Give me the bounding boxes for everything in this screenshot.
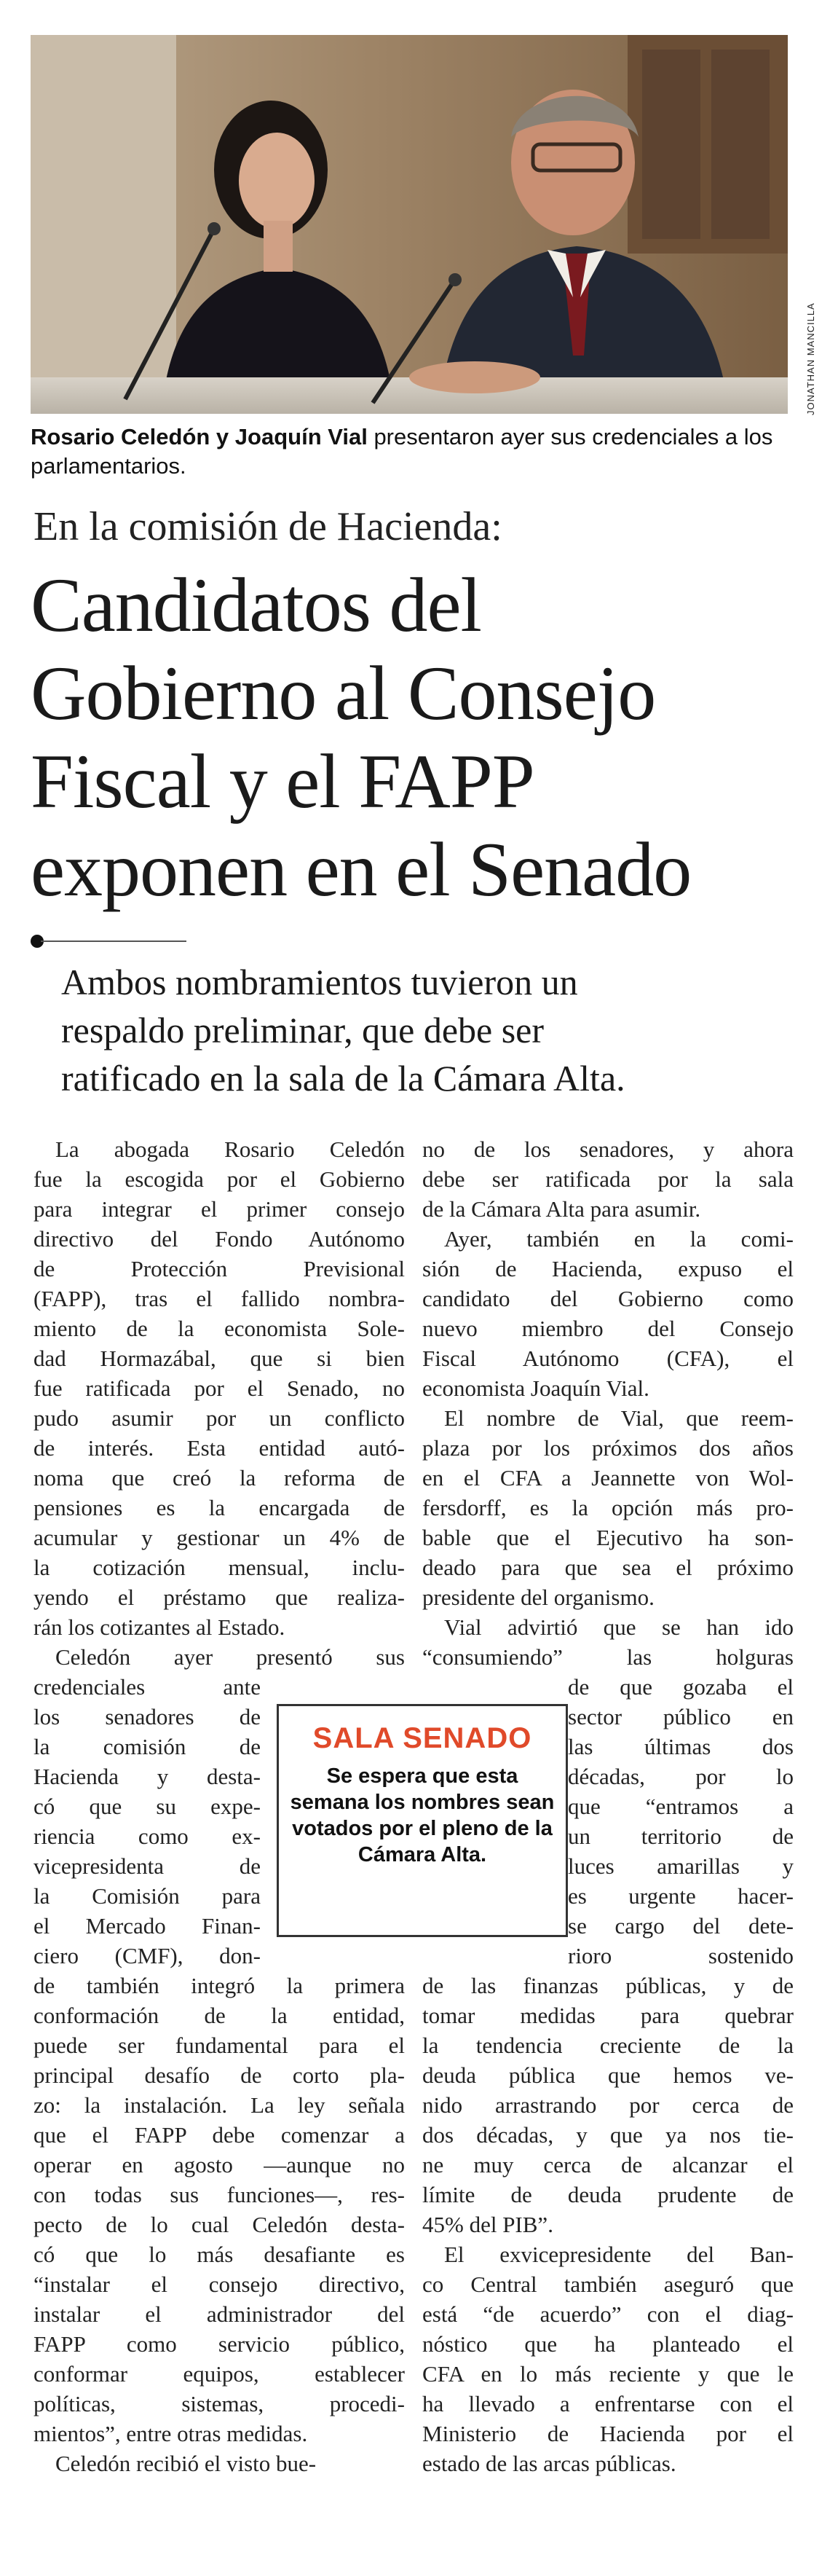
article-line: para integrar el primer consejo	[33, 1196, 405, 1222]
article-line: miento de la economista Sole-	[33, 1316, 405, 1341]
photo-caption	[31, 423, 802, 481]
article-line: vicepresidenta de	[33, 1853, 261, 1879]
article-line: deuda pública que hemos ve-	[422, 2062, 794, 2088]
article-line: que “entramos a	[568, 1794, 794, 1819]
article-line: los senadores de	[33, 1704, 261, 1729]
article-line: que el FAPP debe comenzar a	[33, 2122, 405, 2148]
article-line: FAPP como servicio público,	[33, 2331, 405, 2357]
article-line: debe ser ratificada por la sala	[422, 1166, 794, 1192]
article-line: pecto de lo cual Celedón desta-	[33, 2212, 405, 2237]
article-line: 45% del PIB”.	[422, 2212, 553, 2237]
article-line: ha llevado a enfrentarse con el	[422, 2391, 794, 2416]
subhead-line: respaldo preliminar, que debe ser	[61, 1010, 545, 1051]
article-line: pudo asumir por un conflicto	[33, 1405, 405, 1431]
headline-line: exponen en el Senado	[31, 827, 692, 912]
sidebar-box	[277, 1704, 568, 1937]
article-line: décadas, por lo	[568, 1764, 794, 1789]
article-line: deado para que sea el próximo	[422, 1555, 794, 1580]
article-line: plaza por los próximos dos años	[422, 1435, 794, 1461]
article-line: conformación de la entidad,	[33, 2003, 405, 2028]
article-line: luces amarillas y	[568, 1853, 794, 1879]
subhead-line: ratificado en la sala de la Cámara Alta.	[61, 1058, 625, 1099]
headline-line: Candidatos del	[31, 562, 481, 648]
article-line: es urgente hacer-	[568, 1883, 794, 1909]
article-line: de Protección Previsional	[33, 1256, 405, 1281]
article-line: có que su expe-	[33, 1794, 261, 1819]
article-line: límite de deuda prudente de	[422, 2182, 794, 2207]
article-line: conformar equipos, establecer	[33, 2361, 405, 2387]
article-line: “consumiendo” las holguras	[422, 1644, 794, 1670]
article-line: sector público en	[568, 1704, 794, 1729]
article-line: políticas, sistemas, procedi-	[33, 2391, 405, 2416]
article-line: candidato del Gobierno como	[422, 1286, 794, 1311]
subhead-line: Ambos nombramientos tuvieron un	[61, 962, 578, 1002]
article-line: fue la escogida por el Gobierno	[33, 1166, 405, 1192]
article-line: Hacienda y desta-	[33, 1764, 261, 1789]
article-line: La abogada Rosario Celedón	[55, 1136, 405, 1162]
article-line: pensiones es la encargada de	[33, 1495, 405, 1520]
article-line: tomar medidas para quebrar	[422, 2003, 794, 2028]
sidebar-box-title: SALA SENADO	[312, 1722, 532, 1754]
article-line: presidente del organismo.	[422, 1585, 655, 1610]
article-line: fersdorff, es la opción más pro-	[422, 1495, 794, 1520]
article-line: las últimas dos	[568, 1734, 794, 1759]
article-line: no de los senadores, y ahora	[422, 1136, 794, 1162]
article-line: de que gozaba el	[568, 1674, 794, 1700]
article-line: Ayer, también en la comi-	[444, 1226, 794, 1252]
article-line: rán los cotizantes al Estado.	[33, 1614, 285, 1640]
article-line: nido arrastrando por cerca de	[422, 2092, 794, 2118]
subheadline	[61, 958, 804, 1102]
article-line: (FAPP), tras el fallido nombra-	[33, 1286, 405, 1311]
article-line: de las finanzas públicas, y de	[422, 1973, 794, 1998]
article-line: rioro sostenido	[568, 1943, 794, 1968]
article-line: principal desafío de corto pla-	[33, 2062, 405, 2088]
article-line: ciero (CMF), don-	[33, 1943, 261, 1968]
article-line: Vial advirtió que se han ido	[444, 1614, 794, 1640]
photo-illustration	[31, 35, 788, 414]
article-line: noma que creó la reforma de	[33, 1465, 405, 1491]
article-line: la comisión de	[33, 1734, 261, 1759]
article-line: instalar el administrador del	[33, 2301, 405, 2327]
article-line: nuevo miembro del Consejo	[422, 1316, 794, 1341]
article-line: la cotización mensual, inclu-	[33, 1555, 405, 1580]
article-line: de interés. Esta entidad autó-	[33, 1435, 405, 1461]
article-line: está “de acuerdo” con el diag-	[422, 2301, 794, 2327]
kicker: En la comisión de Hacienda:	[33, 504, 502, 549]
article-line: yendo el préstamo que realiza-	[33, 1585, 405, 1610]
article-line: se cargo del dete-	[568, 1913, 794, 1939]
article-line: Celedón recibió el visto bue-	[55, 2451, 317, 2476]
article-line: Celedón ayer presentó sus	[55, 1644, 405, 1670]
article-line: directivo del Fondo Autónomo	[33, 1226, 405, 1252]
article-line: operar en agosto —aunque no	[33, 2152, 405, 2178]
article-line: en el CFA a Jeannette von Wol-	[422, 1465, 794, 1491]
article-line: El nombre de Vial, que reem-	[444, 1405, 794, 1431]
photo-credit: JONATHAN MANCILLA	[805, 302, 816, 415]
article-line: dos décadas, y que ya nos tie-	[422, 2122, 794, 2148]
headline-line: Gobierno al Consejo	[31, 651, 656, 736]
article-line: bable que el Ejecutivo ha son-	[422, 1525, 794, 1550]
article-line: dad Hormazábal, que si bien	[33, 1346, 405, 1371]
article-line: la tendencia creciente de la	[422, 2033, 794, 2058]
article-line: nóstico que ha planteado el	[422, 2331, 794, 2357]
article-line: Ministerio de Hacienda por el	[422, 2421, 794, 2446]
article-line: estado de las arcas públicas.	[422, 2451, 676, 2476]
article-line: fue ratificada por el Senado, no	[33, 1375, 405, 1401]
article-line: acumular y gestionar un 4% de	[33, 1525, 405, 1550]
article-line: Fiscal Autónomo (CFA), el	[422, 1346, 794, 1371]
rule-divider	[41, 941, 186, 942]
article-line: “instalar el consejo directivo,	[33, 2271, 405, 2297]
article-line: co Central también aseguró que	[422, 2271, 794, 2297]
sidebar-box-text: Se espera que esta semana los nombres sean votados por el pleno de la Cámara Alta.	[290, 1764, 555, 1866]
article-line: sión de Hacienda, expuso el	[422, 1256, 794, 1281]
article-line: riencia como ex-	[33, 1823, 261, 1849]
article-line: có que lo más desafiante es	[33, 2242, 405, 2267]
caption-text: presentaron ayer sus credenciales a los parlamentarios.	[31, 424, 773, 479]
article-line: ne muy cerca de alcanzar el	[422, 2152, 794, 2178]
article-line: con todas sus funciones—, res-	[33, 2182, 405, 2207]
article-line: de la Cámara Alta para asumir.	[422, 1196, 701, 1222]
article-line: mientos”, entre otras medidas.	[33, 2421, 308, 2446]
headline	[31, 561, 802, 914]
article-line: puede ser fundamental para el	[33, 2033, 405, 2058]
article-line: CFA en lo más reciente y que le	[422, 2361, 794, 2387]
article-line: de también integró la primera	[33, 1973, 405, 1998]
article-line: El exvicepresidente del Ban-	[444, 2242, 794, 2267]
article-line: la Comisión para	[33, 1883, 261, 1909]
article-line: el Mercado Finan-	[33, 1913, 261, 1939]
article-line: un territorio de	[568, 1823, 794, 1849]
article-line: economista Joaquín Vial.	[422, 1375, 649, 1401]
caption-names: Rosario Celedón y Joaquín Vial	[31, 424, 368, 449]
article-line: credenciales ante	[33, 1674, 261, 1700]
headline-line: Fiscal y el FAPP	[31, 739, 534, 824]
article-line: zo: la instalación. La ley señala	[33, 2092, 405, 2118]
article-photo	[31, 35, 788, 414]
